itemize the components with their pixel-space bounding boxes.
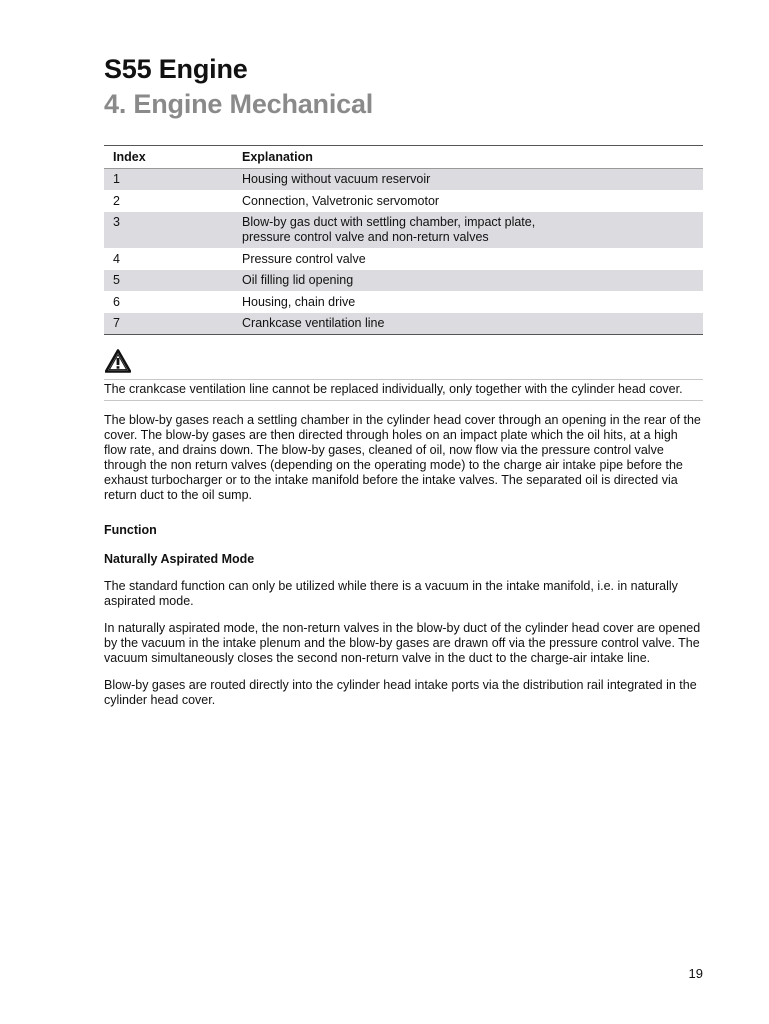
table-cell-index: 3 xyxy=(104,212,242,249)
table-row xyxy=(104,169,703,191)
table-cell-index: 5 xyxy=(104,270,242,292)
table-cell-explanation: Housing, chain drive xyxy=(242,295,356,309)
table-row xyxy=(104,270,703,292)
table-row xyxy=(104,191,703,213)
table-cell-index: 7 xyxy=(104,313,242,335)
table-cell-explanation: Connection, Valvetronic servomotor xyxy=(242,194,440,208)
table-cell-explanation: Blow-by gas duct with settling chamber, impact plate, pressure control valve and non-return valves xyxy=(242,212,703,249)
warning-note xyxy=(104,349,703,401)
column-header-explanation: Explanation xyxy=(242,146,703,169)
section-title: 4. Engine Mechanical xyxy=(104,89,374,119)
table-row xyxy=(104,292,703,314)
paragraph-na-mode-operation: In naturally aspirated mode, the non-return valves in the blow-by duct of the cylinder head cover are opened by the vacuum in the intake plenum and the blow-by gases are drawn off via the pressure control valve. The vacuum simultaneously closes the second non-return valve in the duct to the charge-air intake line. xyxy=(104,621,701,665)
table-header-row xyxy=(104,146,703,169)
table-cell-index: 2 xyxy=(113,194,120,208)
page-number: 19 xyxy=(688,966,703,981)
warning-triangle-icon xyxy=(104,349,703,373)
document-page xyxy=(104,52,703,708)
table-cell-explanation: Pressure control valve xyxy=(242,252,366,266)
heading-naturally-aspirated-mode: Naturally Aspirated Mode xyxy=(104,552,255,566)
table-cell-explanation: Oil filling lid opening xyxy=(242,270,703,292)
warning-text: The crankcase ventilation line cannot be replaced individually, only together with the cylinder head cover. xyxy=(104,379,703,401)
column-header-index: Index xyxy=(104,146,242,169)
table-cell-index: 6 xyxy=(113,295,120,309)
table-cell-explanation: Housing without vacuum reservoir xyxy=(242,169,703,191)
heading-function: Function xyxy=(104,523,157,537)
table-cell-index: 4 xyxy=(113,252,120,266)
table-cell-explanation: Crankcase ventilation line xyxy=(242,313,703,335)
index-explanation-table xyxy=(104,145,703,335)
paragraph-standard-function: The standard function can only be utilized while there is a vacuum in the intake manifold, i.e. in naturally aspirated mode. xyxy=(104,579,678,608)
table-row xyxy=(104,212,703,249)
table-row xyxy=(104,313,703,335)
document-title: S55 Engine xyxy=(104,54,248,84)
paragraph-blowby-overview: The blow-by gases reach a settling chamber in the cylinder head cover through an opening in the rear of the cover. The blow-by gases are then directed through holes on an impact plate which the oil hits, at a high flow rate, and drains down. The blow-by gases, cleaned of oil, now flow via the pressure control valve through the non return valves (depending on the operating mode) to the charge air intake pipe before the exhaust turbocharger or to the intake manifold before the intake valves. The separated oil is directed via return duct to the oil sump. xyxy=(104,413,701,502)
table-row xyxy=(104,249,703,271)
table-cell-index: 1 xyxy=(104,169,242,191)
paragraph-blowby-routing: Blow-by gases are routed directly into the cylinder head intake ports via the distribution rail integrated in the cylinder head cover. xyxy=(104,678,697,707)
